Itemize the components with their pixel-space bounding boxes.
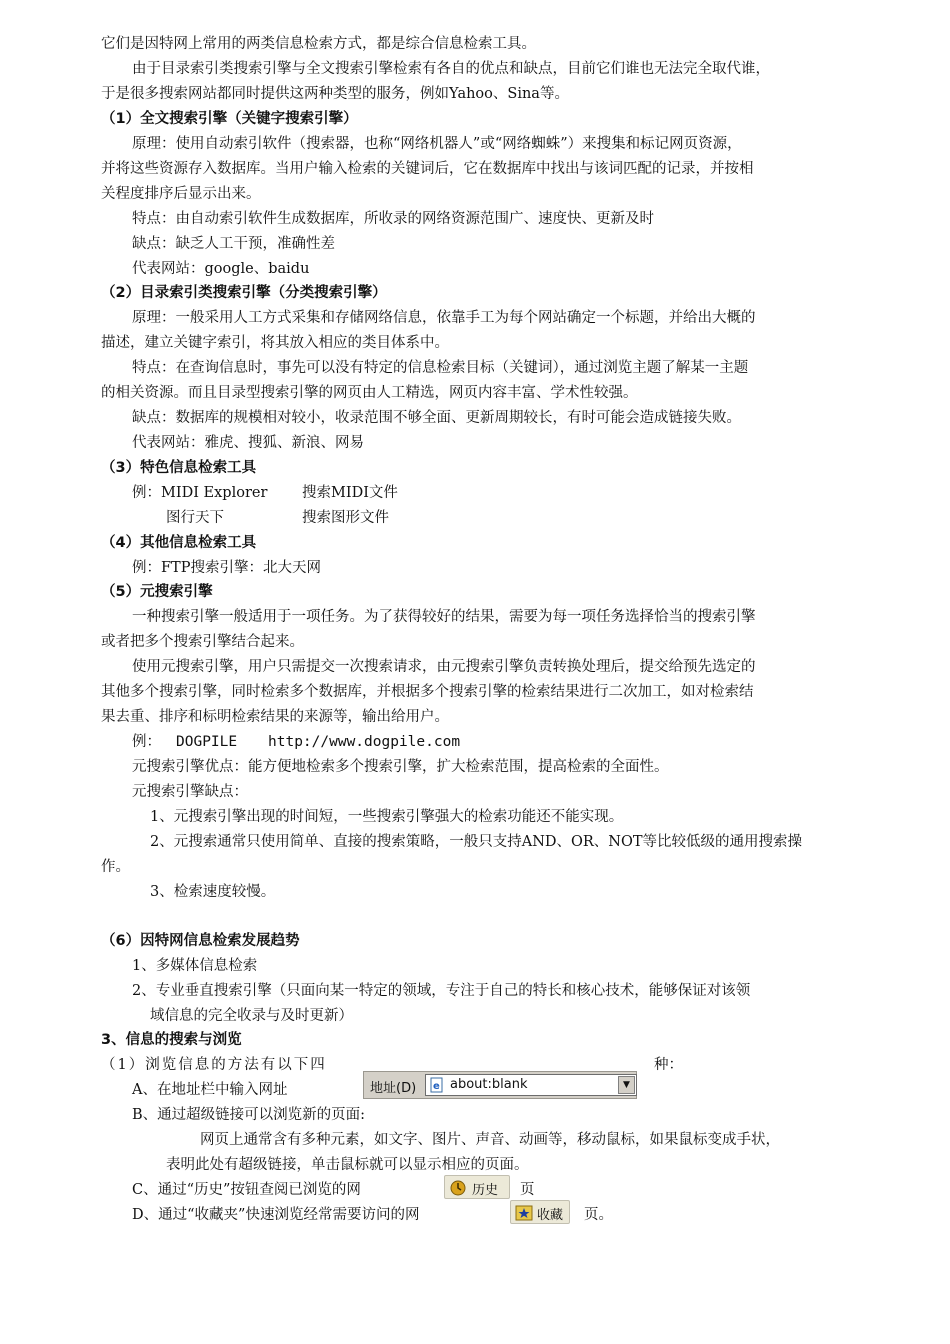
text-line: 例：MIDI Explorer [132, 485, 268, 501]
text-line: 缺点：缺乏人工干预，准确性差 [132, 236, 335, 252]
text-line: 2、元搜索通常只使用简单、直接的搜索策略，一般只支持AND、OR、NOT等比较低级的通用搜索操 [150, 834, 803, 850]
text-line: 描述，建立关键字索引，将其放入相应的类目体系中。 [101, 335, 449, 351]
address-bar[interactable] [363, 1071, 637, 1099]
section-heading-6: （6）因特网信息检索发展趋势 [101, 933, 300, 949]
text-line: （1）浏览信息的方法有以下四 [101, 1057, 327, 1073]
favorites-label: 收藏 [537, 1208, 564, 1223]
address-value: about:blank [450, 1077, 528, 1092]
text-line: 使用元搜索引擎，用户只需提交一次搜索请求，由元搜索引擎负责转换处理后，提交给预先选定的 [132, 659, 756, 675]
text-line: 域信息的完全收录与及时更新） [150, 1008, 353, 1024]
text-line: 特点：在查询信息时，事先可以没有特定的信息检索目标（关键词），通过浏览主题了解某一主题 [132, 360, 749, 376]
text-line: D、通过“收藏夹”快速浏览经常需要访问的网 [132, 1207, 420, 1223]
text-line: C、通过“历史”按钮查阅已浏览的网 [132, 1182, 361, 1198]
text-line: 其他多个搜索引擎，同时检索多个数据库，并根据多个搜索引擎的检索结果进行二次加工，如对检索结 [101, 684, 754, 700]
text-line: 表明此处有超级链接，单击鼠标就可以显示相应的页面。 [166, 1157, 529, 1173]
text-line: 并将这些资源存入数据库。当用户输入检索的关键词后，它在数据库中找出与该词匹配的记录，并按相 [101, 161, 754, 177]
text-line: 网页上通常含有多种元素，如文字、图片、声音、动画等，移动鼠标，如果鼠标变成手状， [200, 1132, 780, 1148]
text-line: 缺点：数据库的规模相对较小，收录范围不够全面、更新周期较长，有时可能会造成链接失败。 [132, 410, 741, 426]
text-line: 图行天下 [166, 510, 224, 526]
history-button[interactable] [444, 1175, 510, 1199]
address-label: 地址(D) [370, 1081, 417, 1096]
text-line: 元搜索引擎缺点： [132, 784, 248, 800]
text-line: 页。 [584, 1207, 613, 1223]
text-line: 元搜索引擎优点：能方便地检索多个搜索引擎，扩大检索范围，提高检索的全面性。 [132, 759, 669, 775]
text-line: 例：FTP搜索引擎：北大天网 [132, 560, 321, 576]
text-line: 果去重、排序和标明检索结果的来源等，输出给用户。 [101, 709, 449, 725]
text-line: 代表网站：google、baidu [132, 261, 310, 277]
history-label: 历史 [472, 1183, 499, 1198]
ie-page-icon [429, 1077, 445, 1093]
address-input[interactable] [425, 1074, 637, 1096]
text-line: 或者把多个搜索引擎结合起来。 [101, 634, 304, 650]
text-line: 原理：使用自动索引软件（搜索器，也称“网络机器人”或“网络蜘蛛”）来搜集和标记网页资源， [132, 136, 742, 152]
section-heading-2: （2）目录索引类搜索引擎（分类搜索引擎） [101, 285, 387, 301]
text-line: 它们是因特网上常用的两类信息检索方式，都是综合信息检索工具。 [101, 36, 536, 52]
text-line: 作。 [101, 859, 130, 875]
text-line: 由于目录索引类搜索引擎与全文搜索引擎检索有各自的优点和缺点，目前它们谁也无法完全取代谁， [132, 61, 770, 77]
section-heading-3-main: 3、信息的搜索与浏览 [101, 1032, 242, 1048]
text-line: 2、专业垂直搜索引擎（只面向某一特定的领域，专注于自己的特长和核心技术，能够保证对该领 [132, 983, 751, 999]
section-heading-1: （1）全文搜索引擎（关键字搜索引擎） [101, 111, 358, 127]
text-line: 于是很多搜索网站都同时提供这两种类型的服务，例如Yahoo、Sina等。 [101, 86, 569, 102]
section-heading-5: （5）元搜索引擎 [101, 584, 213, 600]
history-icon [449, 1179, 467, 1197]
text-line: B、通过超级链接可以浏览新的页面: [132, 1107, 366, 1123]
text-line: 1、多媒体信息检索 [132, 958, 258, 974]
chevron-down-icon[interactable]: ▼ [618, 1076, 635, 1094]
text-line: 搜索MIDI文件 [302, 485, 398, 501]
text-line: 1、元搜索引擎出现的时间短，一些搜索引擎强大的检索功能还不能实现。 [150, 809, 624, 825]
text-line: 3、检索速度较慢。 [150, 884, 276, 900]
text-line: 例： [132, 734, 161, 750]
section-heading-3: （3）特色信息检索工具 [101, 460, 257, 476]
text-line: 的相关资源。而且目录型搜索引擎的网页由人工精选，网页内容丰富、学术性较强。 [101, 385, 638, 401]
text-line: A、在地址栏中输入网址 [132, 1082, 288, 1098]
text-line: 搜索图形文件 [302, 510, 389, 526]
text-line: 种： [654, 1057, 683, 1073]
text-line: 特点：由自动索引软件生成数据库，所收录的网络资源范围广、速度快、更新及时 [132, 211, 654, 227]
text-line: 原理：一般采用人工方式采集和存储网络信息，依靠手工为每个网站确定一个标题，并给出大概的 [132, 310, 756, 326]
text-line: 页 [520, 1182, 535, 1198]
section-heading-4: （4）其他信息检索工具 [101, 535, 257, 551]
text-line: 一种搜索引擎一般适用于一项任务。为了获得较好的结果，需要为每一项任务选择恰当的搜索引擎 [132, 609, 756, 625]
text-line: 代表网站：雅虎、搜狐、新浪、网易 [132, 435, 364, 451]
svg-text:e: e [433, 1081, 440, 1092]
text-line: 关程度排序后显示出来。 [101, 186, 261, 202]
dogpile-name: DOGPILE [176, 734, 238, 750]
favorites-button[interactable] [510, 1200, 570, 1224]
dogpile-url: http://www.dogpile.com [268, 734, 461, 750]
favorites-star-icon [515, 1204, 533, 1222]
